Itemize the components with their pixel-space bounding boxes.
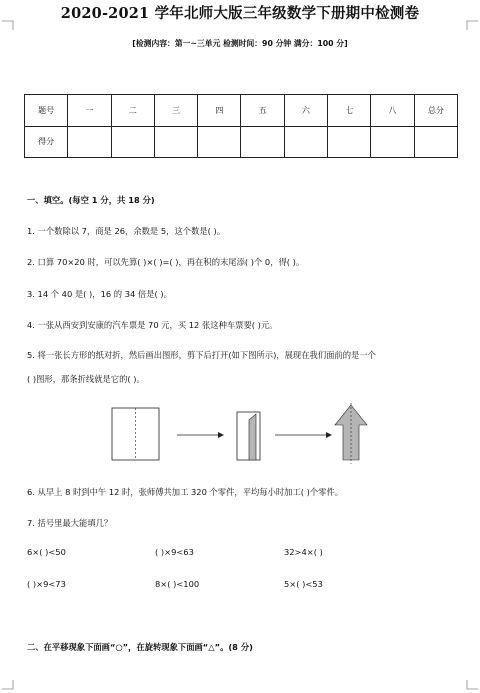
question-5-line-1: 5. 将一张长方形的纸对折，然后画出图形，剪下后打开(如下图所示)，展现在我们面前的是一个 <box>27 350 376 360</box>
score-cell[interactable] <box>284 126 327 158</box>
fold-cut-figure <box>100 400 390 470</box>
score-table <box>24 94 458 158</box>
section-2-heading: 二、在平移现象下面画“○”，在旋转现象下面画“△”。(8 分) <box>27 642 253 652</box>
question-4: 4. 一张从西安到安康的汽车票是 70 元，买 12 张这种车票要( )元。 <box>27 320 278 330</box>
score-cell[interactable] <box>111 126 154 158</box>
score-cell[interactable] <box>328 126 371 158</box>
table-cell: 六 <box>284 95 327 127</box>
unfolded-arrow-shape <box>335 403 367 464</box>
inequality-item: 6×( )<50 <box>27 547 66 557</box>
question-6: 6. 从早上 8 时到中午 12 时，张师傅共加工 320 个零件，平均每小时加工( )个零件。 <box>27 487 344 497</box>
folded-paper <box>237 412 260 460</box>
exam-info: [检测内容：第一~三单元 检测时间：90 分钟 满分：100 分] <box>132 39 348 48</box>
table-cell: 得分 <box>25 126 68 158</box>
inequality-item: 8×( )<100 <box>155 579 200 589</box>
page-title: 2020-2021 学年北师大版三年级数学下册期中检测卷 <box>60 5 420 22</box>
arrow-icon <box>275 432 332 438</box>
question-3: 3. 14 个 40 是( )，16 的 34 倍是( )。 <box>27 289 172 299</box>
score-cell[interactable] <box>241 126 284 158</box>
table-cell: 七 <box>328 95 371 127</box>
table-cell: 二 <box>111 95 154 127</box>
inequality-item: ( )×9<63 <box>155 547 194 557</box>
question-1: 1. 一个数除以 7，商是 26，余数是 5，这个数是( )。 <box>27 226 226 236</box>
corner-mark <box>2 680 14 690</box>
table-cell: 题号 <box>25 95 68 127</box>
corner-mark <box>466 680 478 690</box>
score-cell[interactable] <box>371 126 414 158</box>
table-cell: 四 <box>198 95 241 127</box>
section-1-heading: 一、填空。(每空 1 分，共 18 分) <box>27 195 155 205</box>
inequality-item: 32>4×( ) <box>284 547 323 557</box>
score-cell[interactable] <box>414 126 457 158</box>
arrow-icon <box>177 432 224 438</box>
table-cell: 三 <box>154 95 197 127</box>
score-cell[interactable] <box>154 126 197 158</box>
table-row <box>25 95 458 127</box>
score-cell[interactable] <box>68 126 111 158</box>
question-7: 7. 括号里最大能填几？ <box>27 518 113 528</box>
unfolded-paper <box>112 408 159 460</box>
table-cell: 一 <box>68 95 111 127</box>
question-5-line-2: ( )图形，那条折线就是它的( )。 <box>27 374 145 384</box>
table-cell: 八 <box>371 95 414 127</box>
table-cell: 五 <box>241 95 284 127</box>
table-cell: 总分 <box>414 95 457 127</box>
inequality-item: ( )×9<73 <box>27 579 66 589</box>
inequality-item: 5×( )<53 <box>284 579 323 589</box>
table-row <box>25 126 458 158</box>
question-2: 2. 口算 70×20 时，可以先算( )×( )=( )，再在积的末尾添( )个 0，得( )。 <box>27 257 305 267</box>
score-cell[interactable] <box>198 126 241 158</box>
